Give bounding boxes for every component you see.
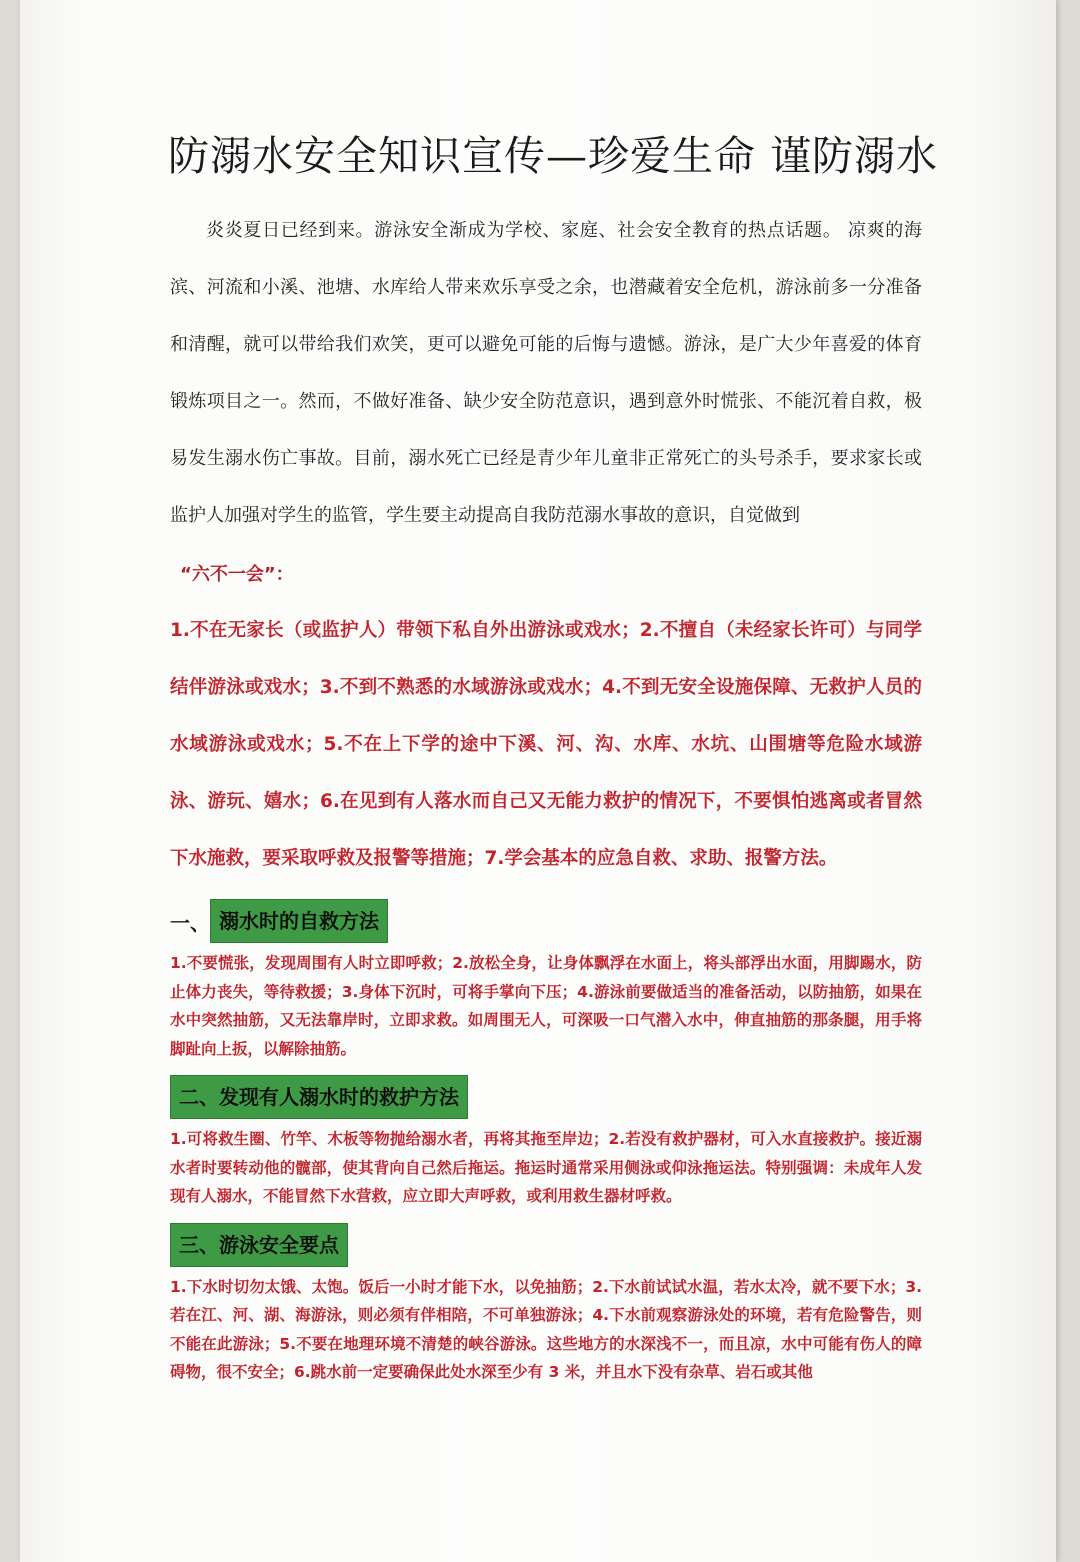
section-text-swim-safety: 1.下水时切勿太饿、太饱。饭后一小时才能下水，以免抽筋；2.下水前试试水温，若水太冷，就不要下水；3.若在江、河、湖、海游泳，则必须有伴相陪，不可单独游泳；4.下水前观察游泳处的环境，若有危险警告，则不能在此游泳；5.不要在地理环境不清楚的峡谷游泳。这些地方的水深浅不一，而且凉，水中可能有伤人的障碍物，很不安全；6.跳水前一定要确保此处水深至少有 3 米，并且水下没有杂草、岩石或其他 <box>170 1277 922 1381</box>
section-title: 溺水时的自救方法 <box>210 899 388 943</box>
paper-sheet <box>20 0 1056 1562</box>
document-body <box>168 128 939 1391</box>
six-rules-label: “六不一会”： <box>180 564 294 585</box>
section-heading-swim-safety <box>170 1223 922 1267</box>
section-heading-self-rescue <box>170 899 922 943</box>
section-text-rescue-others: 1.可将救生圈、竹竿、木板等物抛给溺水者，再将其拖至岸边；2.若没有救护器材，可入水直接救护。接近溺水者时要转动他的髋部，使其背向自己然后拖运。拖运时通常采用侧泳或仰泳拖运法。特别强调：未成年人发现有人溺水，不能冒然下水营救，应立即大声呼救，或利用救生器材呼救。 <box>170 1130 922 1205</box>
intro-paragraph: 炎炎夏日已经到来。游泳安全渐成为学校、家庭、社会安全教育的热点话题。 凉爽的海滨、河流和小溪、池塘、水库给人带来欢乐享受之余，也潜藏着安全危机，游泳前多一分准备和清醒，就可以带给我们欢笑，更可以避免可能的后悔与遗憾。游泳，是广大少年喜爱的体育锻炼项目之一。然而，不做好准备、缺少安全防范意识，遇到意外时慌张、不能沉着自救，极易发生溺水伤亡事故。目前，溺水死亡已经是青少年儿童非正常死亡的头号杀手，要求家长或监护人加强对学生的监管，学生要主动提高自我防范溺水事故的意识，自觉做到 <box>170 220 922 526</box>
section-title: 三、游泳安全要点 <box>170 1223 348 1267</box>
section-title: 二、发现有人溺水时的救护方法 <box>170 1075 468 1119</box>
six-rules-paragraph: 1.不在无家长（或监护人）带领下私自外出游泳或戏水；2.不擅自（未经家长许可）与同学结伴游泳或戏水；3.不到不熟悉的水域游泳或戏水；4.不到无安全设施保障、无救护人员的水域游泳或戏水；5.不在上下学的途中下溪、河、沟、水库、水坑、山围塘等危险水域游泳、游玩、嬉水；6.在见到有人落水而自己又无能力救护的情况下，不要惧怕逃离或者冒然下水施救，要采取呼救及报警等措施；7.学会基本的应急自救、求助、报警方法。 <box>170 620 922 869</box>
section-text-self-rescue: 1.不要慌张，发现周围有人时立即呼救；2.放松全身，让身体飘浮在水面上，将头部浮出水面，用脚踢水，防止体力丧失，等待救援；3.身体下沉时，可将手掌向下压；4.游泳前要做适当的准备活动，以防抽筋，如果在水中突然抽筋，又无法靠岸时，立即求救。如周围无人，可深吸一口气潜入水中，伸直抽筋的那条腿，用手将脚趾向上扳，以解除抽筋。 <box>170 954 922 1058</box>
section-heading-rescue-others <box>170 1075 922 1119</box>
page-title: 防溺水安全知识宣传—珍爱生命 谨防溺水 <box>168 132 939 180</box>
section-number: 一、 <box>170 910 210 935</box>
